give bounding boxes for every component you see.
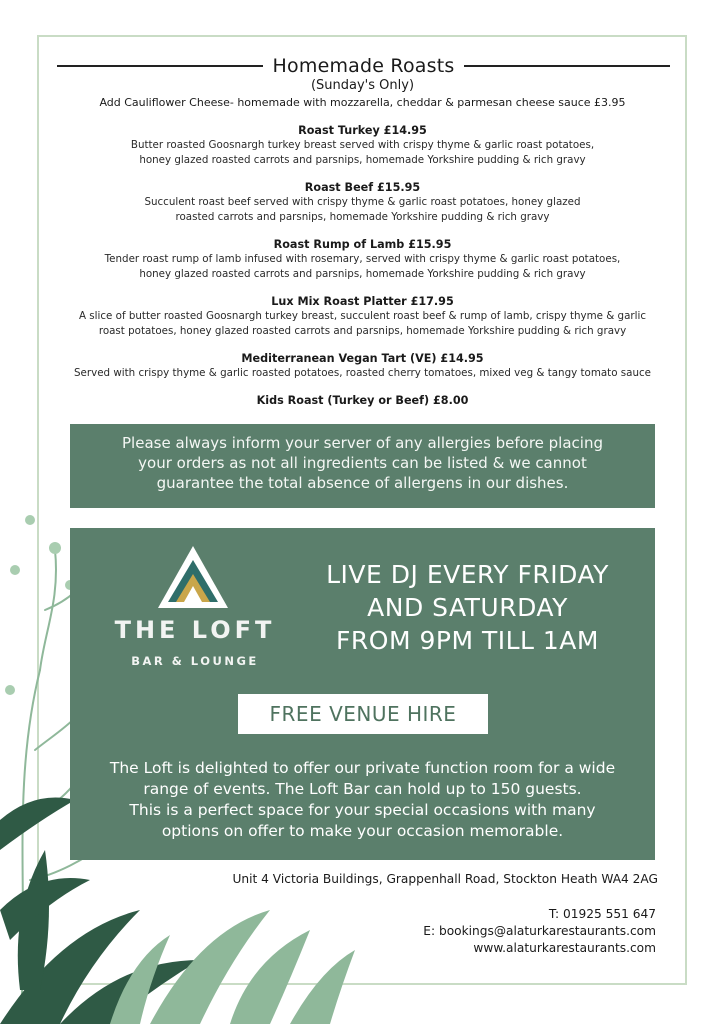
- venue-description: [80, 758, 645, 842]
- free-venue-hire-banner: FREE VENUE HIRE: [238, 694, 488, 734]
- addon-note: Add Cauliflower Cheese- homemade with mozzarella, cheddar & parmesan cheese sauce £3.95: [99, 96, 626, 109]
- allergy-line: guarantee the total absence of allergens in our dishes.: [156, 474, 569, 492]
- loft-panel: [70, 528, 655, 860]
- venue-line: The Loft is delighted to offer our private function room for a wide: [109, 759, 616, 777]
- triangle-logo-icon: [158, 546, 228, 608]
- allergy-line: your orders as not all ingredients can be listed & we cannot: [138, 454, 587, 472]
- menu-item-desc: Succulent roast beef served with crispy thyme & garlic roast potatoes, honey glazed: [144, 196, 581, 208]
- email-link[interactable]: E: bookings@alaturkarestaurants.com: [423, 924, 656, 938]
- dj-line: FROM 9PM TILL 1AM: [336, 626, 599, 655]
- menu-item: [40, 123, 685, 168]
- contact-details: [360, 906, 656, 957]
- title-row: [57, 52, 670, 80]
- dj-announcement: [295, 558, 640, 657]
- dj-line: AND SATURDAY: [367, 593, 568, 622]
- title-rule-left: [57, 65, 263, 67]
- venue-line: This is a perfect space for your special occasions with many: [129, 801, 596, 819]
- menu-item: [40, 180, 685, 225]
- menu-item: [40, 237, 685, 282]
- phone: T: 01925 551 647: [548, 907, 656, 921]
- page-title: Homemade Roasts: [272, 55, 455, 77]
- menu-item: [40, 294, 685, 339]
- menu-item-name: Mediterranean Vegan Tart (VE) £14.95: [241, 352, 484, 365]
- allergy-notice: [70, 424, 655, 508]
- menu-list: [40, 123, 685, 420]
- menu-item-desc: honey glazed roasted carrots and parsnips, homemade Yorkshire pudding & rich gravy: [139, 268, 586, 280]
- page-subtitle: (Sunday's Only): [310, 78, 415, 93]
- menu-item-desc: A slice of butter roasted Goosnargh turkey breast, succulent roast beef & rump of lamb, crispy thyme & garlic: [78, 310, 647, 322]
- menu-item-desc: Butter roasted Goosnargh turkey breast served with crispy thyme & garlic roast potatoes,: [130, 139, 595, 151]
- allergy-line: Please always inform your server of any allergies before placing: [122, 434, 603, 452]
- menu-item-name: Kids Roast (Turkey or Beef) £8.00: [256, 394, 469, 407]
- menu-item-desc: Tender roast rump of lamb infused with rosemary, served with crispy thyme & garlic roast potatoes,: [104, 253, 621, 265]
- menu-item: [40, 351, 685, 381]
- venue-line: options on offer to make your occasion memorable.: [161, 822, 564, 840]
- logo-subtitle: BAR & LOUNGE: [131, 654, 259, 668]
- menu-item-name: Roast Rump of Lamb £15.95: [273, 238, 452, 251]
- dj-line: LIVE DJ EVERY FRIDAY: [326, 560, 609, 589]
- website-link[interactable]: www.alaturkarestaurants.com: [473, 941, 656, 955]
- venue-line: range of events. The Loft Bar can hold up to 150 guests.: [143, 780, 582, 798]
- title-rule-right: [464, 65, 670, 67]
- menu-item-name: Roast Beef £15.95: [304, 181, 421, 194]
- menu-item-name: Roast Turkey £14.95: [298, 124, 427, 137]
- menu-item: [40, 393, 685, 408]
- menu-item-name: Lux Mix Roast Platter £17.95: [271, 295, 454, 308]
- address: Unit 4 Victoria Buildings, Grappenhall Road, Stockton Heath WA4 2AG: [232, 872, 658, 886]
- menu-item-desc: Served with crispy thyme & garlic roasted potatoes, roasted cherry tomatoes, mixed veg & tangy tomato sauce: [74, 367, 651, 379]
- menu-item-desc: honey glazed roasted carrots and parsnips, homemade Yorkshire pudding & rich gravy: [139, 154, 586, 166]
- menu-item-desc: roasted carrots and parsnips, homemade Yorkshire pudding & rich gravy: [175, 211, 550, 223]
- logo-name: THE LOFT: [114, 616, 276, 644]
- menu-item-desc: roast potatoes, honey glazed roasted carrots and parsnips, homemade Yorkshire pudding & rich gravy: [98, 325, 627, 337]
